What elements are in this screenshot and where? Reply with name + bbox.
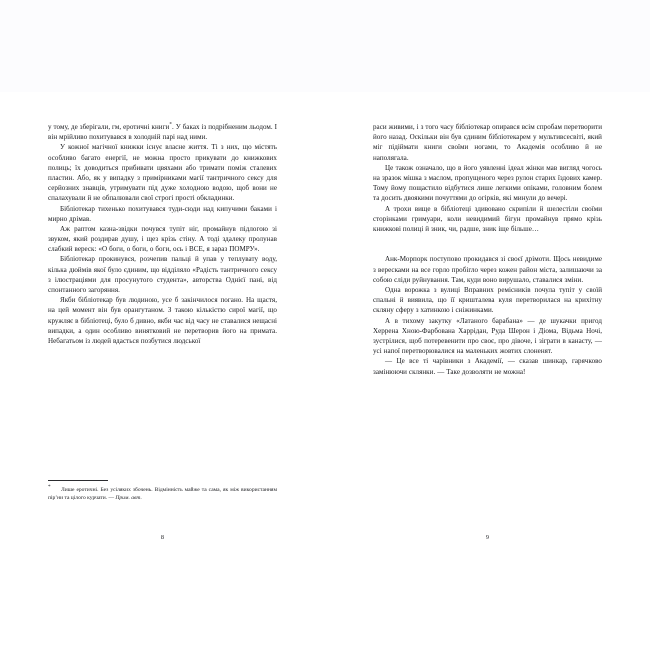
left-page-textblock [48, 122, 277, 346]
footnote-reference[interactable]: * [169, 121, 172, 128]
left-page-footnote [48, 480, 277, 502]
right-page-textblock [373, 122, 602, 377]
left-page-folio: 8 [160, 534, 165, 541]
paragraph: раси живими, і з того часу бібліотекар опирався всім спробам перетворити його назад. Оскільки він був єдиним бібліотекарем у мультивсесвіті, який міг підіймати книги своїми ногами, то Академія особливо й не наполягала. [373, 123, 602, 162]
paragraph: — Це все ті чарівники з Академії, — сказав шинкар, гарячково замінюючи склянки. — Таке дозволяти не можна! [373, 357, 602, 376]
paragraph: Одна ворожка з вулиці Вправних ремісників почула тупіт у своїй спальні й виявила, що її кришталева куля перетворилася на крихітну скляну сферу з хатинкою і сніжинками. [373, 286, 602, 315]
right-page [325, 0, 650, 650]
right-page-folio: 9 [485, 534, 490, 541]
paragraph: Якби бібліотекар був людиною, усе б закінчилося погано. На щастя, на цей момент він був орангутаном. З такою кількістю сирої магії, що кружляє в бібліотеці, було б дивно, якби час від часу не ставалися нещасні випадки, а один особливо винятковий не перетворив його на примата. Небагатьом із людей вдасться позбутися людської [48, 296, 277, 345]
footnote-rule [48, 480, 108, 481]
footnote-text: * Лише еротичні. Без усіляких збочень. Відмінність майже та сама, як між використанням пір’ни та цілого курчати. — Прим. авт. [48, 484, 277, 502]
paragraph: Анк-Морпорк поступово прокидався зі своєї дрімоти. Щось невидиме з вересками на все горло пробігло через кожен район міста, залишаючи за собою сліди руйнування. Там, куди воно вирушало, ставалися зміни. [373, 255, 602, 284]
paragraph: А трохи вище в бібліотеці здивовано скрипіли й шелестіли своїми сторінками гримуари, коли невидимий бігун промайнув прямо крізь книжкові полиці й зник, чи, радше, зник іще більше… [373, 204, 602, 233]
paragraph: У кожної магічної книжки існує власне життя. Ті з них, що містять особливо багато енергії, не можна просто прикувати до книжкових полиць; їх доводиться прибивати цвяхами або тримати поміж сталевих пластин. Або, як у випадку з примірниками магії тантричного сексу для серйозних знавців, утримувати під дуже холодною водою, щоб вони не спалахували й не обпалювали свої строгі прості обкладинки. [48, 143, 277, 203]
paragraph: Це також означало, що в його уявленні ідеал жінки мав вигляд чогось на зразок мішка з маслом, пропущеного через рулон старих їздових камер. Тому йому пощастило відбутися лише легкими опіками, головним болем та досить двоякими почуттями до огірків, які минули до вечері. [373, 163, 602, 203]
paragraph: Бібліотекар тихенько похитувався туди-сюди над кипучими баками і мирно дрімав. [48, 204, 277, 223]
paragraph: А в тихому закутку «Латаного барабана» — де шукачки пригод Херрена Хною-Фарбована Харрідан, Руда Шерон і Діома, Відьма Ночі, зустрілися, щоб потеревенити про своє, про дівоче, і зіграти в канасту, — усі напої перетворювалися на маленьких жовтих слоненят. [373, 316, 602, 356]
footnote-attribution: Прим. авт. [115, 495, 142, 502]
paragraph: у тому, де зберігали, гм, еротичні книги*. У баках із подрібненим льодом. І він мрійливо похитувався в холодній парі над ними. [48, 121, 278, 142]
paragraph: Аж раптом казна-звідки почувся тупіт ніг, промайнув підлогою зі звуком, який роздирав душу, і щез крізь стіну. А тоді здалеку пролунав слабкий вереск: «О боги, о боги, о боги, ось і ВСЕ, я зараз ПОМРУ». [48, 224, 277, 254]
paragraph: Бібліотекар прокинувся, розчепив пальці й упав у теплувату воду, кілька дюймів якої було єдиним, що відділяло «Радість тантричного сексу з ілюстраціями для просунутого студента», авторства Однієї пані, від спонтанного загоряння. [48, 255, 277, 294]
